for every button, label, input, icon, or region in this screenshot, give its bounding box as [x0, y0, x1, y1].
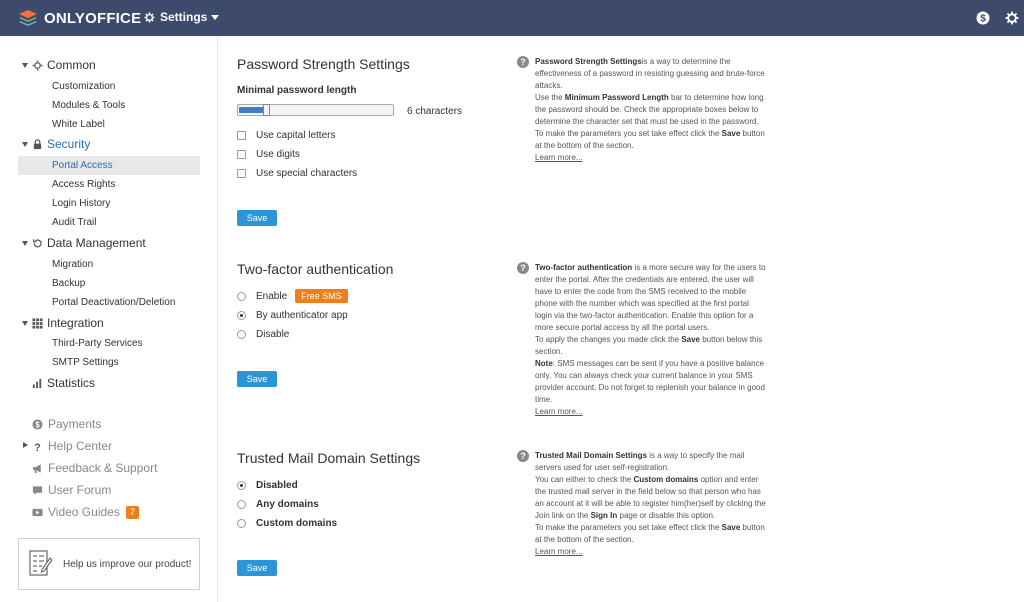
option-label: Any domains — [256, 498, 319, 510]
help-center-link[interactable] — [32, 437, 112, 455]
trusted-help — [517, 450, 767, 558]
free-sms-badge: Free SMS — [295, 289, 348, 303]
gear-icon[interactable] — [1005, 11, 1019, 25]
survey-icon — [29, 550, 53, 578]
lock-icon — [32, 139, 43, 150]
sidebar-group-label: Security — [47, 137, 91, 151]
grid-icon — [32, 318, 43, 329]
password-length-value: 6 characters — [407, 106, 463, 117]
help-center-label: Help Center — [48, 439, 113, 453]
brand-name: ONLYOFFICE — [44, 9, 142, 27]
option-authenticator-app[interactable] — [237, 308, 348, 322]
sidebar-item-portal-deactivation[interactable]: Portal Deactivation/Deletion — [52, 297, 176, 308]
option-label: Disabled — [256, 479, 298, 491]
option-custom-domains[interactable] — [237, 516, 337, 530]
help-text: Password Strength Settingsis a way to determine the effectiveness of a password in resisting guessing and brute-force attacks. Use the Minimum Password Length bar to determine how long the password should be. Check the appropriate boxes below to determine the character set that must be used in the password. To make the parameters you set take effect click the Save button at the bottom of the section. Learn more... — [535, 57, 765, 162]
option-label: Enable — [256, 290, 288, 302]
chevron-down-icon[interactable] — [22, 321, 28, 326]
option-label: Use capital letters — [256, 129, 336, 141]
password-save-button[interactable]: Save — [237, 210, 277, 226]
user-forum-label: User Forum — [48, 483, 112, 497]
enable-radio[interactable] — [237, 292, 246, 301]
option-label: Use digits — [256, 148, 300, 160]
feedback-link[interactable] — [32, 459, 157, 477]
sidebar-item-migration[interactable]: Migration — [52, 259, 94, 270]
trusted-section-title: Trusted Mail Domain Settings — [237, 450, 421, 466]
option-disabled[interactable] — [237, 478, 298, 492]
help-text: Trusted Mail Domain Settings is a way to specify the mail servers used for user self-registration. You can either to check the Custom domains option and enter the trusted mail server in the field below so that person who has an account at it will be able to register him(her)self by clicking the Join link on the Sign In page or disable this option. To make the parameters you set take effect click the Save button at the bottom of the section. Learn more... — [535, 451, 766, 556]
megaphone-icon — [32, 463, 43, 474]
video-guides-badge: 7 — [126, 506, 139, 519]
sidebar-item-access-rights[interactable]: Access Rights — [52, 179, 116, 190]
option-enable[interactable] — [237, 289, 348, 303]
payments-link[interactable] — [32, 415, 101, 433]
video-guides-label: Video Guides — [48, 505, 120, 519]
option-label: By authenticator app — [256, 309, 348, 321]
settings-menu[interactable] — [144, 10, 219, 24]
question-icon — [32, 441, 43, 452]
capital-letters-checkbox[interactable] — [237, 131, 246, 140]
learn-more-link[interactable]: Learn more... — [535, 407, 583, 416]
onlyoffice-logo[interactable] — [18, 9, 141, 27]
option-any-domains[interactable] — [237, 497, 319, 511]
twofactor-section-title: Two-factor authentication — [237, 261, 394, 277]
option-capital-letters[interactable] — [237, 128, 335, 142]
chevron-down-icon[interactable] — [22, 63, 28, 68]
chevron-right-icon[interactable] — [23, 442, 28, 448]
svg-text:$: $ — [35, 419, 40, 429]
improve-product-label: Help us improve our product! — [63, 558, 192, 570]
sidebar-item-smtp-settings[interactable]: SMTP Settings — [52, 357, 119, 368]
option-label: Use special characters — [256, 167, 358, 179]
feedback-label: Feedback & Support — [48, 461, 158, 475]
twofactor-save-button[interactable]: Save — [237, 371, 277, 387]
video-guides-link[interactable] — [32, 503, 139, 521]
learn-more-link[interactable]: Learn more... — [535, 547, 583, 556]
disabled-radio[interactable] — [237, 481, 246, 490]
chat-icon — [32, 485, 43, 496]
option-label: Custom domains — [256, 517, 338, 529]
sidebar-item-portal-access[interactable]: Portal Access — [18, 156, 200, 175]
payments-icon[interactable] — [976, 11, 990, 25]
sidebar-item-audit-trail[interactable]: Audit Trail — [52, 217, 97, 228]
option-label: Disable — [256, 328, 290, 340]
chevron-down-icon[interactable] — [22, 142, 28, 147]
sidebar-item-login-history[interactable]: Login History — [52, 198, 111, 209]
question-icon: ? — [517, 56, 529, 68]
payments-label: Payments — [48, 417, 102, 431]
settings-menu-label: Settings — [160, 10, 208, 24]
password-length-slider[interactable] — [237, 104, 394, 116]
custom-domains-radio[interactable] — [237, 519, 246, 528]
digits-checkbox[interactable] — [237, 150, 246, 159]
sidebar-item-modules-tools[interactable]: Modules & Tools — [52, 100, 126, 111]
option-digits[interactable] — [237, 147, 300, 161]
password-help — [517, 56, 767, 164]
min-password-length-label: Minimal password length — [237, 85, 357, 96]
help-text: Two-factor authentication is a more secure way for the users to enter the portal. After the credentials are entered, the user will have to enter the code from the SMS received to the mobile phone with the number which was specified at the first portal login via the two-factor authentication. Enable this option for a more secure portal access by all the portal users. To apply the changes you made click the Save button below this section. Note: SMS messages can be sent if you have a positive balance only. You can always check your current balance in your SMS provider account. Do not forget to replenish your balance in good time. Learn more... — [535, 263, 766, 416]
slider-fill — [239, 107, 266, 113]
sidebar-item-third-party[interactable]: Third-Party Services — [52, 338, 143, 349]
sidebar — [0, 36, 218, 602]
chevron-down-icon — [211, 15, 219, 20]
top-bar — [0, 0, 1024, 36]
option-disable[interactable] — [237, 327, 289, 341]
onlyoffice-logo-icon — [18, 9, 38, 27]
sidebar-group-label: Data Management — [47, 236, 146, 250]
svg-text:?: ? — [34, 441, 41, 452]
twofactor-help — [517, 262, 767, 418]
restore-icon — [32, 238, 43, 249]
question-icon: ? — [517, 450, 529, 462]
sidebar-item-white-label[interactable]: White Label — [52, 119, 105, 130]
question-icon: ? — [517, 262, 529, 274]
trusted-save-button[interactable]: Save — [237, 560, 277, 576]
special-characters-checkbox[interactable] — [237, 169, 246, 178]
sidebar-group-label: Statistics — [47, 376, 96, 390]
learn-more-link[interactable]: Learn more... — [535, 153, 583, 162]
disable-radio[interactable] — [237, 330, 246, 339]
sidebar-group-label: Common — [47, 58, 96, 72]
any-domains-radio[interactable] — [237, 500, 246, 509]
gear-icon — [32, 60, 43, 71]
slider-thumb[interactable] — [263, 104, 270, 116]
sidebar-group-label: Integration — [47, 316, 104, 330]
sidebar-item-backup[interactable]: Backup — [52, 278, 86, 289]
user-forum-link[interactable] — [32, 481, 111, 499]
chevron-down-icon[interactable] — [22, 241, 28, 246]
bar-chart-icon — [32, 378, 43, 389]
video-icon — [32, 507, 43, 518]
sidebar-item-customization[interactable]: Customization — [52, 81, 116, 92]
payments-icon — [32, 419, 43, 430]
authenticator-app-radio[interactable] — [237, 311, 246, 320]
improve-product-banner[interactable] — [18, 538, 200, 590]
svg-text:$: $ — [980, 13, 986, 25]
password-section-title: Password Strength Settings — [237, 56, 410, 72]
option-special-characters[interactable] — [237, 166, 357, 180]
gear-icon — [144, 12, 155, 23]
